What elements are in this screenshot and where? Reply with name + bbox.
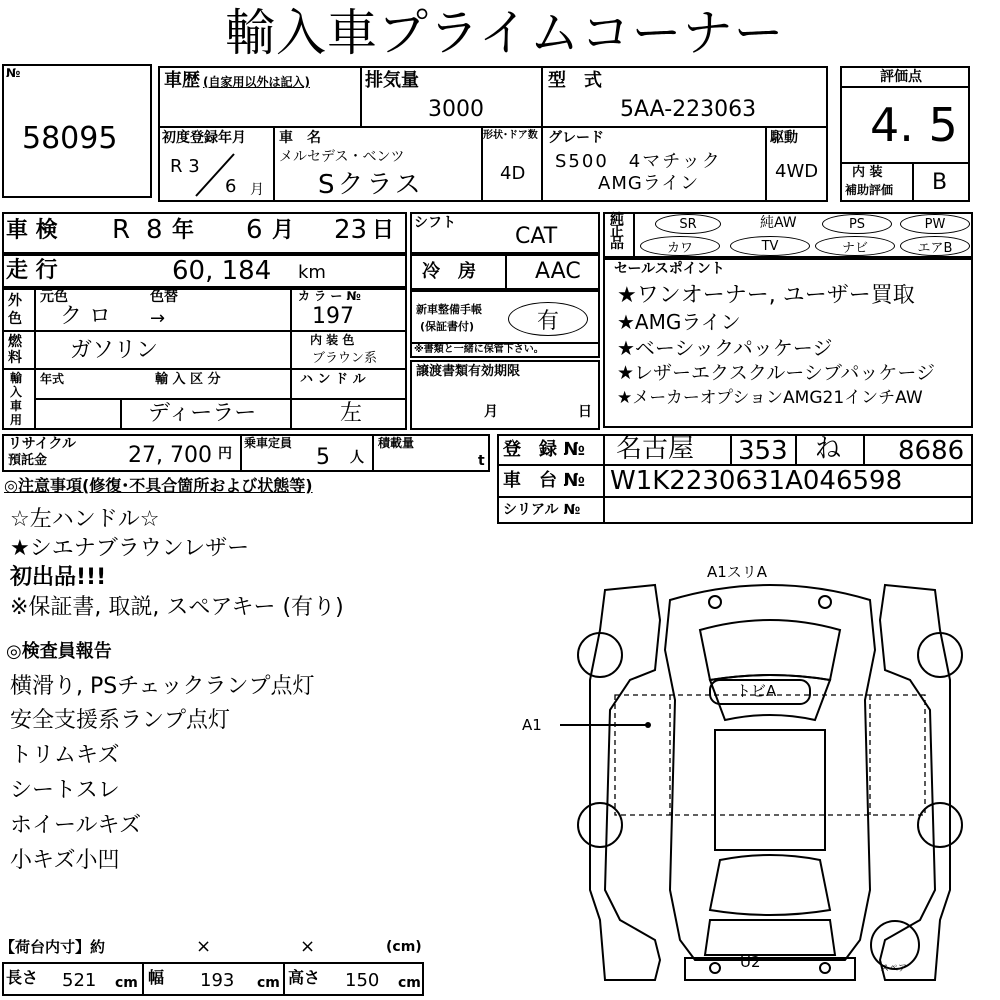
chassis-value: W1K2230631A046598 [610,466,903,496]
cargo-width-label: 幅 [148,968,165,987]
capacity-unit: 人 [350,450,364,466]
score-label: 評価点 [880,69,922,85]
inspector-line-2: 安全支援系ランプ点灯 [10,708,231,733]
sales-point-3: ★ベーシックパッケージ [617,336,833,360]
diagram-spare-label: スペア [880,964,908,974]
interior-score-label-2: 補助評価 [845,183,894,197]
capacity-value: 5 [316,445,330,470]
car-maker: メルセデス・ベンツ [279,149,405,165]
service-book-label-2: (保証書付) [420,320,475,333]
registration-class: 353 [738,436,788,466]
import-type-value: ディーラー [148,401,257,426]
grade-line1: S500 4マチック [555,151,722,172]
color-code-label: カ ラ ー № [298,289,361,303]
chassis-label: 車 台 № [503,470,585,491]
color-side-label: 外色 [8,293,22,327]
page-title: 輸入車プライムコーナー [225,4,785,62]
load-label: 積載量 [378,436,415,450]
fuel-side-label: 燃料 [8,334,22,366]
handle-value: 左 [340,401,363,426]
inspection-month: 6 [246,215,263,245]
registration-area: 名古屋 [616,434,695,464]
mileage-value: 60, 184 [172,256,272,286]
option-sr: SR [655,214,721,234]
drive-label: 駆動 [770,130,798,146]
inspector-line-6: 小キズ小凹 [10,848,120,873]
inspector-line-3: トリムキズ [10,743,120,768]
diagram-left-label: A1 [522,716,542,734]
aircon-value: AAC [535,259,581,284]
serial-label: シリアル № [503,502,581,518]
option-navi: ナビ [815,236,895,256]
cargo-height-label: 高さ [288,968,321,987]
fuel-value: ガソリン [70,338,159,363]
interior-score-value: B [932,170,948,195]
diagram-bottom-label: U2 [740,953,761,971]
displacement-label: 排気量 [365,70,419,91]
car-name: Sクラス [318,170,424,200]
cargo-length-unit: cm [115,975,138,991]
color-orig-label: 元色 [40,289,68,305]
capacity-label: 乗車定員 [244,436,293,450]
registration-label: 登 録 № [503,439,585,460]
displacement-value: 3000 [428,97,484,122]
model-value: 5AA-223063 [620,97,757,122]
cargo-height-unit: cm [398,975,421,991]
transfer-day-unit: 日 [578,404,592,420]
grade-label: グレード [548,130,604,146]
option-ps: PS [822,214,892,234]
score-value: 4. 5 [870,98,958,152]
interior-color-label: 内 装 色 [310,333,355,347]
inspector-line-4: シートスレ [10,778,120,803]
color-change: → [150,308,166,329]
service-book-label-1: 新車整備手帳 [416,303,482,316]
registration-number: 8686 [898,436,965,466]
handle-label: ハ ン ド ル [300,372,366,387]
import-type-label: 輸 入 区 分 [155,372,221,387]
inspection-day-unit: 日 [372,218,395,243]
cargo-x2: × [300,936,316,957]
import-side-label: 輸入車用 [10,371,23,427]
cargo-length: 521 [62,970,97,991]
inspector-line-5: ホイールキズ [10,813,142,838]
doors-value: 4D [500,163,526,184]
inspection-month-unit: 月 [272,218,295,243]
shift-value: CAT [515,224,558,249]
option-tv: TV [730,236,810,256]
option-aw: 純AW [760,215,797,231]
cargo-unit: (cm) [386,939,422,955]
registration-kana: ね [815,434,842,464]
diagram-top-label: A1スリA [707,563,768,581]
option-pw: PW [900,214,970,234]
history-label: 車歴 [164,70,200,91]
recycle-label-2: 預託金 [8,453,48,468]
history-note: (自家用以外は記入) [203,75,310,89]
option-airbag: エアB [900,236,970,256]
mileage-unit: km [298,262,326,283]
inspector-heading: ◎検査員報告 [6,641,112,662]
recycle-unit: 円 [218,446,232,462]
service-book-note: ※書類と一緒に保管下さい。 [414,344,544,355]
note-line-2: ★シエナブラウンレザー [10,536,250,561]
sales-label: セールスポイント [614,261,725,277]
aircon-label: 冷 房 [422,261,476,282]
first-reg-month: 6 [225,176,237,197]
diagram-roof-label: トビA [736,682,777,700]
color-change-label: 色替 [150,289,178,305]
cargo-heading: 【荷台内寸】約 [0,938,106,956]
first-reg-era: R 3 [170,156,200,177]
cargo-x1: × [196,936,212,957]
cargo-length-label: 長さ [6,968,39,987]
first-reg-month-unit: 月 [250,182,264,198]
note-line-3: 初出品!!! [10,565,107,590]
lot-number: 58095 [22,121,118,156]
sales-point-5: ★メーカーオプションAMG21インチAW [617,388,923,408]
sales-point-2: ★AMGライン [617,310,741,334]
recycle-label-1: リサイクル [8,436,77,452]
drive-value: 4WD [775,161,819,182]
color-code: 197 [312,304,354,329]
lot-label: № [6,66,21,80]
mileage-label: 走 行 [6,258,58,283]
sales-point-1: ★ワンオーナー, ユーザー買取 [617,283,915,308]
inspection-era: R [112,215,131,245]
inspection-label: 車 検 [6,218,58,243]
cargo-width-unit: cm [257,975,280,991]
color-orig: ク ロ [60,304,111,329]
cargo-width: 193 [200,970,235,991]
car-diagram [560,560,980,1000]
transfer-month-unit: 月 [484,404,498,420]
cargo-height: 150 [345,970,380,991]
first-reg-label: 初度登録年月 [162,130,246,146]
interior-score-label-1: 内 装 [852,165,883,180]
service-book-value: 有 [508,302,588,336]
notes-heading: ◎注意事項(修復･不具合箇所および状態等) [4,476,313,495]
inspection-day: 23 [334,215,368,245]
options-label: 純正品 [610,212,624,252]
note-line-4: ※保証書, 取説, スペアキー (有り) [10,595,344,620]
recycle-value: 27, 700 [128,443,212,468]
car-name-label: 車 名 [279,130,321,146]
doors-label: 形状･ドア数 [483,130,538,141]
transfer-label: 譲渡書類有効期限 [416,364,521,379]
model-label: 型 式 [548,70,602,91]
option-leather: カワ [640,236,720,256]
inspector-line-1: 横滑り, PSチェックランプ点灯 [10,674,315,699]
grade-line2: AMGライン [598,173,700,194]
interior-color-value: ブラウン系 [312,351,378,366]
inspection-year: 8 [146,215,163,245]
load-unit: t [478,453,485,469]
shift-label: シフト [414,215,456,231]
inspection-year-unit: 年 [172,218,195,243]
sales-point-4: ★レザーエクスクルーシブパッケージ [617,362,935,384]
import-year-label: 年式 [40,372,65,386]
note-line-1: ☆左ハンドル☆ [10,507,160,532]
